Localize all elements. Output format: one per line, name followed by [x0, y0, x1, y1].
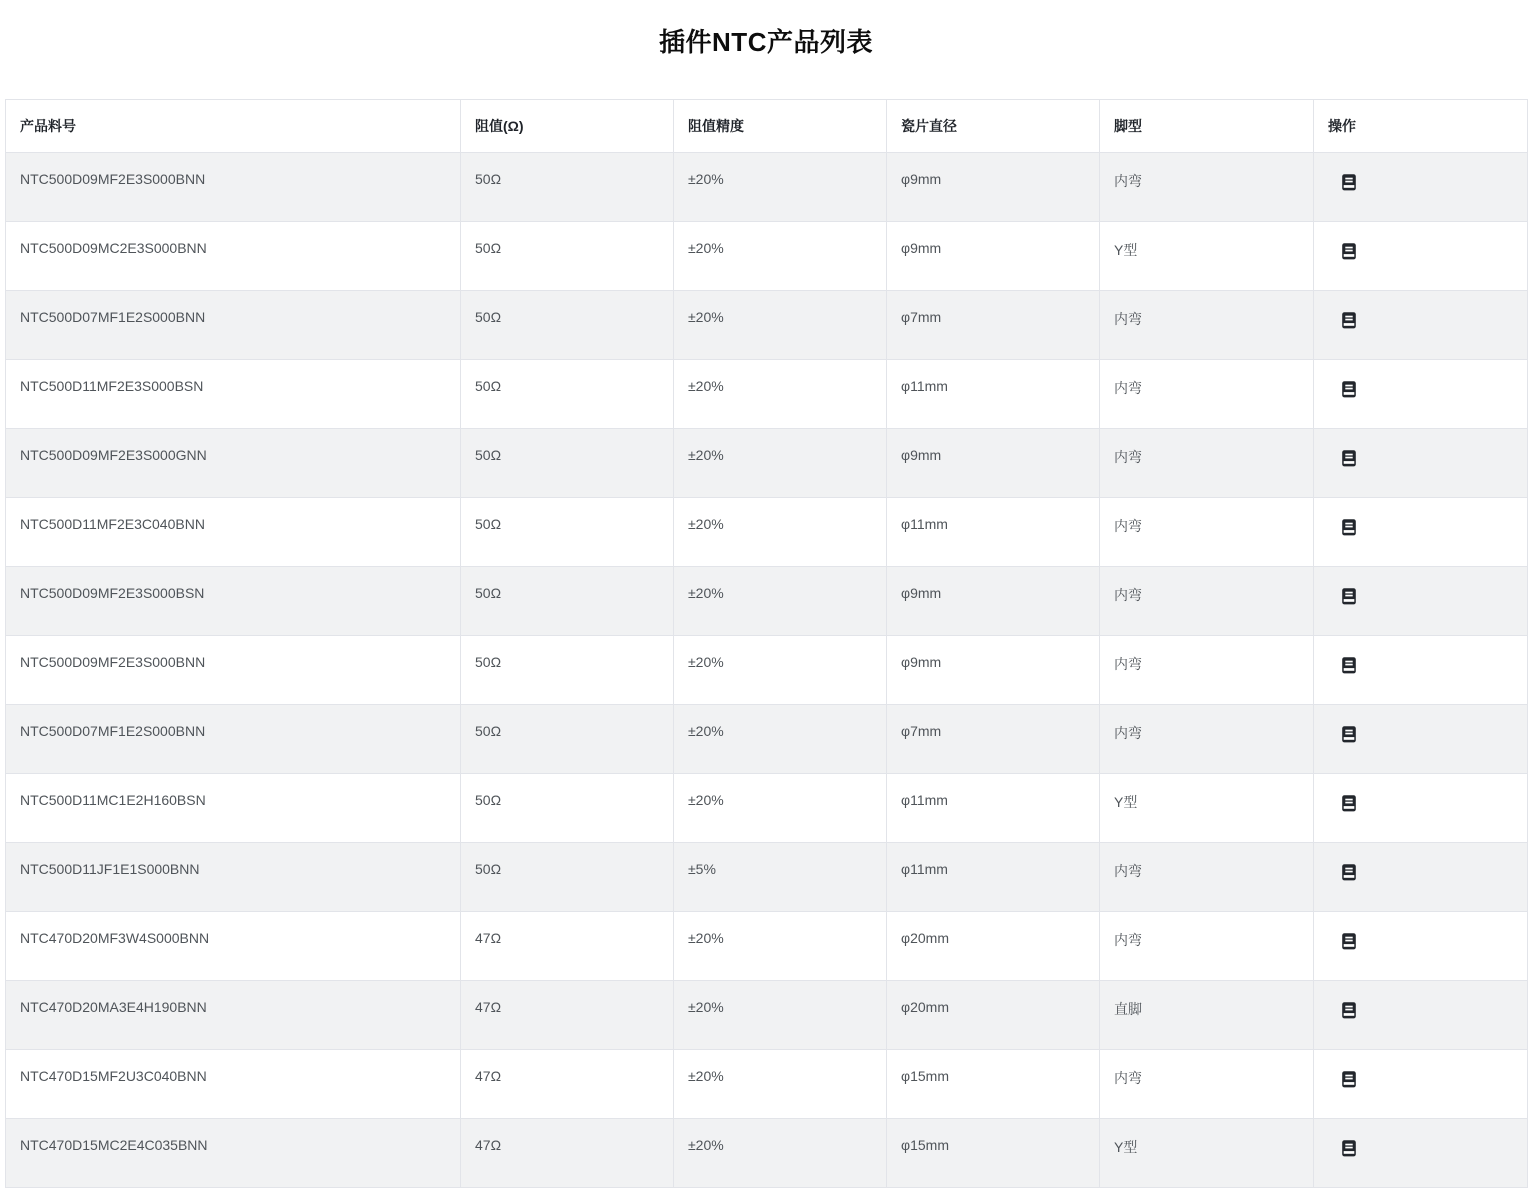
cell-disc-diameter: φ9mm [887, 429, 1100, 498]
journal-icon [1340, 449, 1358, 468]
cell-actions [1314, 705, 1528, 774]
journal-icon [1340, 311, 1358, 330]
cell-tolerance: ±20% [674, 705, 887, 774]
cell-disc-diameter: φ20mm [887, 912, 1100, 981]
cell-tolerance: ±20% [674, 774, 887, 843]
cell-lead-type: 内弯 [1100, 843, 1314, 912]
journal-icon [1340, 794, 1358, 813]
cell-actions [1314, 153, 1528, 222]
cell-disc-diameter: φ9mm [887, 153, 1100, 222]
cell-lead-type: 内弯 [1100, 360, 1314, 429]
column-header-actions: 操作 [1314, 100, 1528, 153]
cell-actions [1314, 1119, 1528, 1188]
cell-lead-type: 内弯 [1100, 912, 1314, 981]
journal-icon [1340, 1001, 1358, 1020]
cell-disc-diameter: φ9mm [887, 567, 1100, 636]
view-doc-button[interactable] [1340, 1001, 1358, 1020]
journal-icon [1340, 1139, 1358, 1158]
cell-tolerance: ±20% [674, 291, 887, 360]
journal-icon [1340, 242, 1358, 261]
table-row [6, 1119, 1528, 1188]
table-row [6, 360, 1528, 429]
cell-tolerance: ±20% [674, 360, 887, 429]
cell-resistance: 50Ω [461, 429, 674, 498]
cell-resistance: 50Ω [461, 705, 674, 774]
cell-disc-diameter: φ7mm [887, 705, 1100, 774]
column-header-resistance: 阻值(Ω) [461, 100, 674, 153]
cell-actions [1314, 222, 1528, 291]
table-header [6, 100, 1528, 153]
product-table-container [5, 99, 1528, 1188]
cell-actions [1314, 567, 1528, 636]
cell-lead-type: 内弯 [1100, 153, 1314, 222]
cell-tolerance: ±20% [674, 498, 887, 567]
cell-resistance: 47Ω [461, 1119, 674, 1188]
view-doc-button[interactable] [1340, 725, 1358, 744]
journal-icon [1340, 863, 1358, 882]
cell-part-no: NTC500D07MF1E2S000BNN [6, 705, 461, 774]
cell-disc-diameter: φ7mm [887, 291, 1100, 360]
view-doc-button[interactable] [1340, 656, 1358, 675]
cell-lead-type: 内弯 [1100, 636, 1314, 705]
cell-disc-diameter: φ9mm [887, 222, 1100, 291]
cell-resistance: 50Ω [461, 843, 674, 912]
cell-resistance: 50Ω [461, 567, 674, 636]
cell-actions [1314, 774, 1528, 843]
cell-disc-diameter: φ20mm [887, 981, 1100, 1050]
table-row [6, 981, 1528, 1050]
cell-part-no: NTC470D20MF3W4S000BNN [6, 912, 461, 981]
cell-tolerance: ±5% [674, 843, 887, 912]
cell-part-no: NTC470D20MA3E4H190BNN [6, 981, 461, 1050]
column-header-lead-type: 脚型 [1100, 100, 1314, 153]
cell-lead-type: Y型 [1100, 222, 1314, 291]
cell-part-no: NTC500D11MC1E2H160BSN [6, 774, 461, 843]
cell-lead-type: 内弯 [1100, 567, 1314, 636]
journal-icon [1340, 1070, 1358, 1089]
cell-actions [1314, 429, 1528, 498]
table-row [6, 1050, 1528, 1119]
cell-part-no: NTC500D09MF2E3S000BNN [6, 153, 461, 222]
cell-lead-type: 内弯 [1100, 291, 1314, 360]
table-row [6, 222, 1528, 291]
journal-icon [1340, 518, 1358, 537]
cell-tolerance: ±20% [674, 153, 887, 222]
cell-resistance: 50Ω [461, 222, 674, 291]
table-row [6, 636, 1528, 705]
cell-resistance: 50Ω [461, 498, 674, 567]
view-doc-button[interactable] [1340, 380, 1358, 399]
cell-actions [1314, 843, 1528, 912]
journal-icon [1340, 587, 1358, 606]
view-doc-button[interactable] [1340, 863, 1358, 882]
cell-lead-type: 内弯 [1100, 429, 1314, 498]
cell-part-no: NTC500D09MC2E3S000BNN [6, 222, 461, 291]
cell-resistance: 47Ω [461, 912, 674, 981]
cell-disc-diameter: φ11mm [887, 843, 1100, 912]
cell-resistance: 50Ω [461, 360, 674, 429]
cell-tolerance: ±20% [674, 636, 887, 705]
table-row [6, 153, 1528, 222]
cell-disc-diameter: φ11mm [887, 498, 1100, 567]
journal-icon [1340, 380, 1358, 399]
journal-icon [1340, 173, 1358, 192]
cell-tolerance: ±20% [674, 567, 887, 636]
table-body [6, 153, 1528, 1188]
cell-lead-type: Y型 [1100, 774, 1314, 843]
cell-disc-diameter: φ11mm [887, 774, 1100, 843]
cell-lead-type: Y型 [1100, 1119, 1314, 1188]
header-row [6, 100, 1528, 153]
cell-part-no: NTC500D09MF2E3S000BNN [6, 636, 461, 705]
view-doc-button[interactable] [1340, 932, 1358, 951]
cell-tolerance: ±20% [674, 981, 887, 1050]
product-table [5, 99, 1528, 1188]
cell-part-no: NTC470D15MC2E4C035BNN [6, 1119, 461, 1188]
view-doc-button[interactable] [1340, 1139, 1358, 1158]
cell-actions [1314, 498, 1528, 567]
cell-part-no: NTC500D09MF2E3S000GNN [6, 429, 461, 498]
table-row [6, 912, 1528, 981]
column-header-tolerance: 阻值精度 [674, 100, 887, 153]
view-doc-button[interactable] [1340, 242, 1358, 261]
cell-tolerance: ±20% [674, 222, 887, 291]
table-row [6, 498, 1528, 567]
cell-part-no: NTC500D11MF2E3C040BNN [6, 498, 461, 567]
page-title: 插件NTC产品列表 [659, 27, 873, 57]
cell-part-no: NTC500D11JF1E1S000BNN [6, 843, 461, 912]
cell-resistance: 47Ω [461, 1050, 674, 1119]
cell-resistance: 50Ω [461, 153, 674, 222]
cell-actions [1314, 1050, 1528, 1119]
cell-disc-diameter: φ11mm [887, 360, 1100, 429]
journal-icon [1340, 656, 1358, 675]
cell-lead-type: 内弯 [1100, 498, 1314, 567]
view-doc-button[interactable] [1340, 518, 1358, 537]
journal-icon [1340, 932, 1358, 951]
column-header-disc-diameter: 瓷片直径 [887, 100, 1100, 153]
cell-part-no: NTC500D11MF2E3S000BSN [6, 360, 461, 429]
cell-resistance: 47Ω [461, 981, 674, 1050]
cell-disc-diameter: φ15mm [887, 1119, 1100, 1188]
cell-tolerance: ±20% [674, 912, 887, 981]
cell-disc-diameter: φ15mm [887, 1050, 1100, 1119]
cell-actions [1314, 360, 1528, 429]
cell-lead-type: 内弯 [1100, 705, 1314, 774]
cell-part-no: NTC500D07MF1E2S000BNN [6, 291, 461, 360]
cell-actions [1314, 912, 1528, 981]
column-header-part-no: 产品料号 [6, 100, 461, 153]
cell-actions [1314, 636, 1528, 705]
cell-lead-type: 内弯 [1100, 1050, 1314, 1119]
cell-part-no: NTC470D15MF2U3C040BNN [6, 1050, 461, 1119]
cell-tolerance: ±20% [674, 1119, 887, 1188]
cell-lead-type: 直脚 [1100, 981, 1314, 1050]
view-doc-button[interactable] [1340, 449, 1358, 468]
table-row [6, 567, 1528, 636]
view-doc-button[interactable] [1340, 794, 1358, 813]
cell-part-no: NTC500D09MF2E3S000BSN [6, 567, 461, 636]
cell-resistance: 50Ω [461, 636, 674, 705]
cell-actions [1314, 981, 1528, 1050]
view-doc-button[interactable] [1340, 311, 1358, 330]
table-row [6, 705, 1528, 774]
cell-resistance: 50Ω [461, 291, 674, 360]
view-doc-button[interactable] [1340, 587, 1358, 606]
cell-tolerance: ±20% [674, 429, 887, 498]
table-row [6, 429, 1528, 498]
cell-resistance: 50Ω [461, 774, 674, 843]
cell-tolerance: ±20% [674, 1050, 887, 1119]
cell-disc-diameter: φ9mm [887, 636, 1100, 705]
table-row [6, 291, 1528, 360]
journal-icon [1340, 725, 1358, 744]
view-doc-button[interactable] [1340, 1070, 1358, 1089]
table-row [6, 843, 1528, 912]
view-doc-button[interactable] [1340, 173, 1358, 192]
cell-actions [1314, 291, 1528, 360]
table-row [6, 774, 1528, 843]
